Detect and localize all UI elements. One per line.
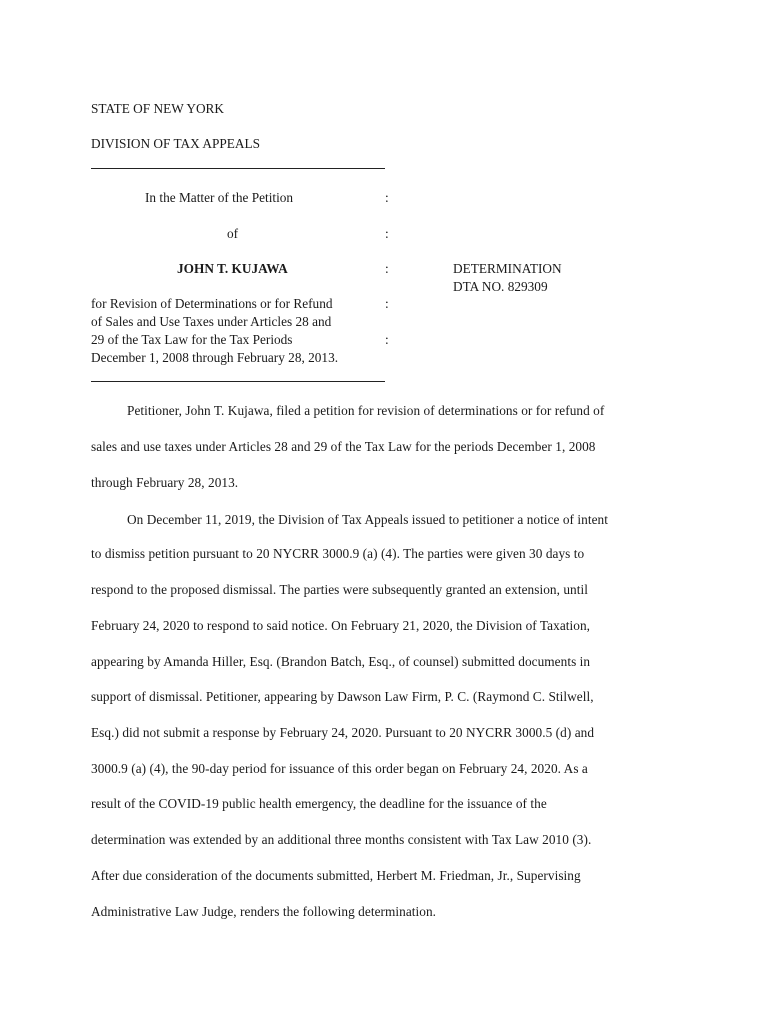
paragraph-2-line: On December 11, 2019, the Division of Tax Appeals issued to petitioner a notice of intent <box>127 512 608 527</box>
petitioner-name: JOHN T. KUJAWA <box>177 261 288 276</box>
caption-colon: : <box>385 332 389 347</box>
caption-purpose-line: for Revision of Determinations or for Refund <box>91 296 333 311</box>
caption-colon: : <box>385 190 389 205</box>
division-heading: DIVISION OF TAX APPEALS <box>91 136 260 151</box>
paragraph-2-line: February 24, 2020 to respond to said notice. On February 21, 2020, the Division of Taxation, <box>91 618 591 633</box>
paragraph-2-line: Esq.) did not submit a response by February 24, 2020. Pursuant to 20 NYCRR 3000.5 (d) and <box>91 725 595 740</box>
paragraph-2-line: After due consideration of the documents submitted, Herbert M. Friedman, Jr., Supervising <box>91 868 581 883</box>
caption-of: of <box>227 226 239 241</box>
paragraph-2-line: respond to the proposed dismissal. The parties were subsequently granted an extension, until <box>91 582 588 597</box>
caption-colon: : <box>385 261 389 276</box>
paragraph-2-line: to dismiss petition pursuant to 20 NYCRR 3000.9 (a) (4). The parties were given 30 days to <box>91 546 585 561</box>
paragraph-2-line: support of dismissal. Petitioner, appearing by Dawson Law Firm, P. C. (Raymond C. Stilwell, <box>91 689 594 704</box>
paragraph-2-line: Administrative Law Judge, renders the following determination. <box>91 904 437 919</box>
paragraph-2-line: determination was extended by an additional three months consistent with Tax Law 2010 (3). <box>91 832 592 847</box>
dta-number: DTA NO. 829309 <box>453 279 548 294</box>
determination-label: DETERMINATION <box>453 261 562 276</box>
caption-purpose-line: 29 of the Tax Law for the Tax Periods <box>91 332 293 347</box>
paragraph-2-line: appearing by Amanda Hiller, Esq. (Brandon Batch, Esq., of counsel) submitted documents in <box>91 654 591 669</box>
paragraph-2-line: 3000.9 (a) (4), the 90-day period for issuance of this order began on February 24, 2020. As a <box>91 761 588 776</box>
state-heading: STATE OF NEW YORK <box>91 101 225 116</box>
paragraph-1-line: through February 28, 2013. <box>91 475 239 490</box>
caption-matter: In the Matter of the Petition <box>145 190 294 205</box>
caption-colon: : <box>385 296 389 311</box>
paragraph-1-line: Petitioner, John T. Kujawa, filed a petition for revision of determinations or for refund of <box>127 403 605 418</box>
caption-top-rule <box>91 168 385 169</box>
caption-purpose-line: December 1, 2008 through February 28, 2013. <box>91 350 339 365</box>
caption-colon: : <box>385 226 389 241</box>
paragraph-2-line: result of the COVID-19 public health emergency, the deadline for the issuance of the <box>91 796 547 811</box>
caption-purpose-line: of Sales and Use Taxes under Articles 28 and <box>91 314 332 329</box>
paragraph-1-line: sales and use taxes under Articles 28 and 29 of the Tax Law for the periods December 1, 2008 <box>91 439 596 454</box>
caption-bottom-rule <box>91 381 385 382</box>
